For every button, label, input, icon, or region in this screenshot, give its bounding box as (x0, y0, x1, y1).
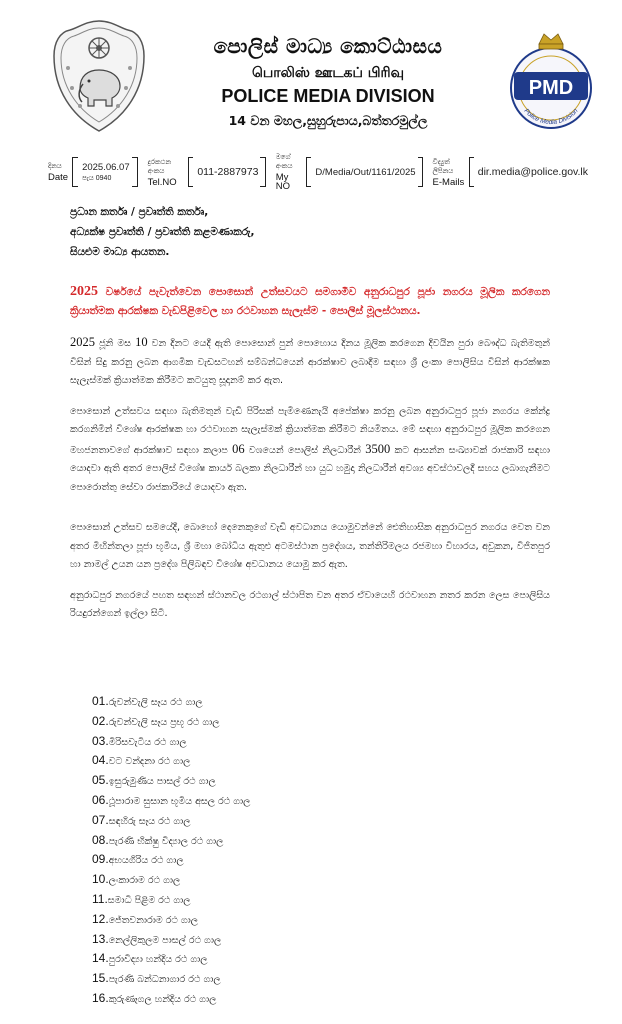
date-label-en: Date (48, 172, 69, 183)
list-item-number: 08. (92, 832, 109, 847)
list-item (92, 712, 392, 732)
my-no-value: D/Media/Out/1161/2025 (315, 166, 416, 178)
list-item (92, 732, 392, 752)
list-item-number: 04. (92, 753, 109, 768)
list-item (92, 949, 392, 969)
list-item-text: රුවන්වැලි සෑය රථ ගාල (108, 697, 203, 708)
list-item-number: 16. (92, 990, 109, 1005)
list-item-number: 10. (92, 872, 109, 887)
list-item-text: පැරණි බන්ධනාගාර රථ ගාල (108, 974, 221, 986)
parking-list (92, 692, 392, 1009)
subject-heading (70, 282, 550, 321)
email-cell (433, 154, 588, 190)
office-address: 14 වන මහල,සුහුරුපාය,බත්තරමුල්ල (228, 113, 428, 128)
letter-body (70, 202, 550, 624)
list-item (92, 930, 392, 950)
list-item (92, 692, 392, 712)
recipient-line: අධ්‍යක්ෂ ප්‍රවෘත්ති / ප්‍රවෘත්ති කළමණාකරු, (70, 226, 255, 238)
my-no-label-si: මගේ අංකය (275, 153, 293, 170)
subject-year: 2025 (70, 284, 98, 299)
bracket-left (306, 157, 311, 187)
recipient-line: සියළුම මාධ්‍ය ආයතන. (70, 246, 170, 258)
list-item-text: රුවන්වැලි සෑය ප්‍රභූ රථ ගාල (108, 716, 220, 728)
list-item-number: 15. (92, 971, 109, 986)
tel-label-si: දුරකථන අංකය (147, 157, 172, 175)
list-item-text: වට වන්දනා රථ ගාල (108, 756, 191, 768)
list-item (92, 771, 392, 791)
list-item (92, 811, 392, 831)
list-item-number: 01. (92, 694, 109, 708)
bracket-left (469, 157, 474, 187)
paragraph: අනුරාධපුර නගරයේ පහත සඳහන් ස්ථානවල රථගාල් ස්ථාපිත වන අතර ඒවායෙහි රථවාහන නතර කරන ලෙස පොලිසිය රියදුරන්ගෙන් ඉල්ලා සිටී. (70, 589, 550, 619)
recipient-line: ප්‍රධාන කර්තෘ / ප්‍රවෘත්ති කර්තෘ, (70, 206, 209, 218)
list-item-number: 03. (92, 733, 109, 748)
paragraph: පොසොන් උත්සව සමයේදී, බොහෝ දෙනෙකුගේ වැඩි අවධානය යොමුවන්නේ ඓතිහාසික අනුරාධපුර නගරය වෙත වන අතර මිහින්තලා පූජා භූමිය, ශ්‍රී මහා බෝධිය ඇතුළු අටමස්ථාන ප්‍රදේශය, තන්තිරිමලය රජමහා විහාරය, අවුකන, විජිතපුර හා නාමල් උයන යන ප්‍රදේශ පිලිබඳව විශේෂ අවධානය යොමු කර ඇත. (70, 522, 550, 570)
my-no-cell (276, 154, 433, 190)
bracket-right (132, 157, 138, 187)
list-item (92, 850, 392, 870)
tel-cell (148, 154, 276, 190)
date-cell (48, 154, 148, 190)
bracket-left (188, 157, 193, 187)
list-item-text: ලංකාරාම රථ ගාල (108, 875, 181, 887)
title-block (150, 32, 506, 132)
list-item-number: 07. (92, 812, 109, 827)
list-item-text: නෙල්ලිකුලම පාසල් රථ ගාල (108, 934, 222, 946)
list-item-text: ථූපාරාම සුසාන භූමිය අසල රථ ගාල (108, 795, 251, 807)
list-item-text: අභයගිරිය රථ ගාල (108, 855, 184, 867)
email-label-si: විද්‍යුත් ලිපිනය (432, 157, 454, 175)
bracket-right (260, 157, 265, 187)
tel-value: 011-2887973 (197, 166, 259, 178)
list-item (92, 969, 392, 989)
title-sinhala: පොලිස් මාධ්‍ය කොට්ඨාසය (213, 34, 443, 58)
paragraph: පොසොන් උත්සවය සඳහා බැතිමතුන් වැඩි පිරිසක් පැමිණෙනැයි අපේක්ෂා කරනු ලබන අනුරාධපුර පූජා නගරය කේන්ද්‍ර කරගනිමින් විශේෂ ආරක්ෂක හා රථවාහන සැලැස්මක් ක්‍රියාත්මක කිරීමට නියමිතය. මේ සඳහා අනුරාධපුර මූලික කරගෙන මහජනතාවගේ ආරක්ෂාව සඳහා කලාප 06 වශයෙන් පොලිස් නිලධාරීන් 3500 කට ආසන්න සංඛ්‍යාවක් රාජකාරි සඳහා යොදවා ඇති අතර පොලිස් විශේෂ කාර්ය බලකා නිලධාරීන් හා යුධ හමුදා නිලධාරීන් අවශ්‍ය අවස්ථාවලදී සහය ලබාගැනීමට පොරොත්තු සේවා රාජකාරියේ යොදවා ඇත. (70, 405, 550, 493)
list-item-number: 12. (92, 911, 109, 926)
bracket-left (72, 157, 78, 187)
list-item-number: 13. (92, 931, 109, 946)
paragraph: 2025 ජූනි මස 10 වන දිනට යෙදී ඇති පොසොන් පුන් පොහොය දිනය මූලික කරගෙන දිවයින පුරා බෞද්ධ බැතිමතුන් විසින් සිදු කරනු ලබන ආගමික වැඩසටහන් සම්බන්ධයෙන් ආරක්ෂාව ලබාදීම සඳහා ශ්‍රී ලංකා පොලිසිය විසින් ආරක්ෂක සැලැස්මක් ක්‍රියාත්මක කිරීමට කටයුතු සූදානම් කර ඇත. (70, 335, 550, 386)
list-item-number: 14. (92, 951, 109, 966)
list-item (92, 791, 392, 811)
list-item-number: 02. (92, 713, 109, 728)
list-item-text: පුරාවිද්‍යා හන්දිය රථ ගාල (108, 954, 208, 966)
date-label-si: දිනය (48, 162, 62, 170)
date-value: 2025.06.07 (82, 161, 130, 173)
list-item-text: ජේතවනාරාම රථ ගාල (108, 914, 199, 926)
letterhead (0, 0, 622, 150)
time-label: පැය (82, 174, 94, 182)
list-item-text: කුරුණෑගල හන්දිය රථ ගාල (108, 993, 217, 1005)
list-item-text: මිරිසවැටිය රථ ගාල (108, 736, 187, 748)
subject-text: වර්ෂයේ පැවැත්වෙන පොසොන් උත්සවයට සමගාමීව අනුරාධපුර පූජා නගරය මූලික කරගෙන ක්‍රියාත්මක ආරක්ෂක වැඩපිළිවෙල හා රථවාහන සැලැස්ම - පොලිස් මූලස්ථානය. (70, 286, 551, 317)
list-item (92, 831, 392, 851)
email-value: dir.media@police.gov.lk (477, 166, 588, 178)
pmd-logo-ring-text: Police Media Division (522, 107, 580, 127)
list-item-number: 05. (92, 773, 109, 788)
reference-row (48, 154, 588, 190)
pmd-logo-text: PMD (528, 77, 574, 99)
list-item-text: පැරණි භික්ෂු විද්‍යාල රථ ගාල (108, 835, 224, 847)
list-item-number: 11. (92, 891, 108, 906)
list-item (92, 751, 392, 771)
list-item (92, 870, 392, 890)
list-item-text: සමාධි පිළිම රථ ගාල (107, 894, 191, 906)
pmd-logo (506, 22, 596, 132)
tel-label-en: Tel.NO (147, 176, 177, 188)
title-english: POLICE MEDIA DIVISION (221, 86, 435, 106)
list-item-number: 06. (92, 792, 109, 807)
list-item-text: ඉසුරුමුණිය පාසල් රථ ගාල (108, 776, 216, 788)
title-tamil: பொலிஸ் ஊடகப் பிரிவு (251, 65, 405, 81)
email-label-en: E-Mails (432, 176, 465, 188)
bracket-right (418, 157, 423, 187)
my-no-label-en: My NO (275, 172, 290, 192)
time-value: 0940 (95, 174, 112, 182)
police-crest-logo (50, 18, 148, 134)
list-item-number: 09. (92, 852, 109, 867)
list-item-text: සඳහිරු සෑය රථ ගාල (108, 815, 191, 827)
list-item (92, 890, 392, 910)
list-item (92, 910, 392, 930)
list-item (92, 989, 392, 1009)
